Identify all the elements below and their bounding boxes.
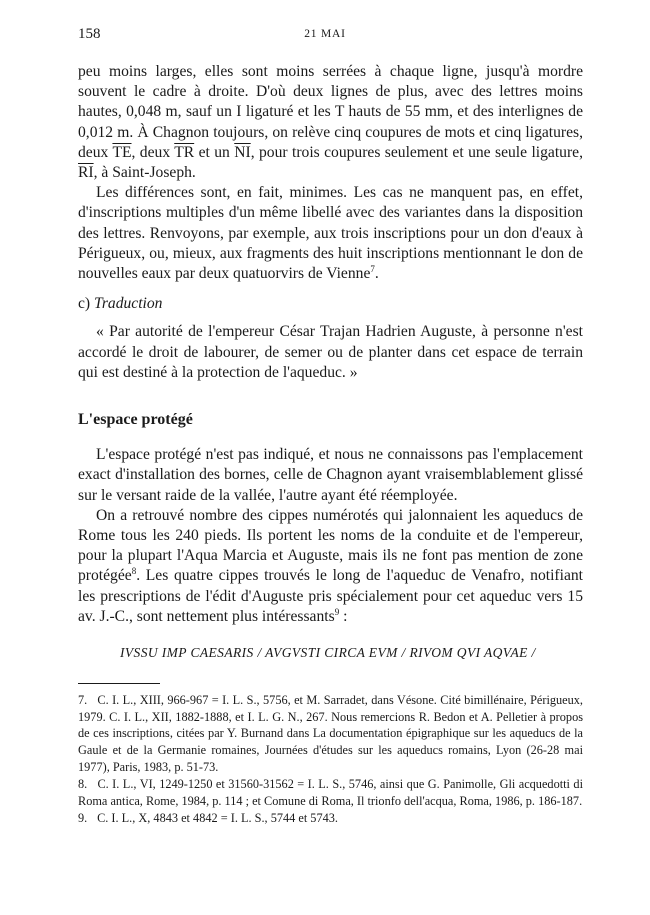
- translation-quote: « Par autorité de l'empereur César Trajan Hadrien Auguste, à personne n'est accordé le droit de labourer, de semer ou de planter dans cet espace de terrain qui est destiné à la protection de l'aqueduc. »: [78, 323, 583, 381]
- ligature-ri: $\overline{RI}$: [78, 164, 94, 182]
- footnote-number: 7.: [78, 693, 88, 708]
- subheading-traduction: [78, 294, 583, 314]
- footnote-number: 9.: [78, 811, 88, 826]
- footnote-text: C. I. L., X, 4843 et 4842 = I. L. S., 5744 et 5743.: [97, 811, 338, 826]
- paragraph-4-end: :: [339, 607, 348, 625]
- footnote-ref-9[interactable]: 9: [334, 606, 340, 617]
- footnotes: [78, 692, 583, 827]
- paragraph-3: L'espace protégé n'est pas indiqué, et nous ne connaissons pas l'emplacement exact d'installation des bornes, celle de Chagnon ayant vraisemblablement glissé sur le versant raide de la vallée, l'autre ayant été réemployée.: [78, 446, 583, 504]
- subheading-letter: c): [78, 295, 91, 313]
- body-text: [78, 62, 583, 828]
- ligature-te: $\overline{TE}$: [112, 143, 132, 161]
- paragraph-1: peu moins larges, elles sont moins serrées à chaque ligne, jusqu'à mordre souvent le cadre à droite. D'où deux lignes de plus, avec des lettres moins hautes, 0,048 m, sauf un I ligaturé et les T hauts de 55 mm, et des interlignes de 0,012 m. À Chagnon toujours, on relève cinq coupures de mots et cinq ligatures, deux $\overline{TE}$, deux $\overline{TR}$ et un $\overline{NI}$, pour trois coupures seulement et une seule ligature, $\overline{RI}$, à Saint-Joseph.: [78, 63, 583, 182]
- footnote-7: [78, 692, 583, 775]
- footnote-ref-8[interactable]: 8: [131, 566, 137, 577]
- paragraph-4: [78, 506, 583, 627]
- paragraph-2-text: Les différences sont, en fait, minimes. Les cas ne manquent pas, en effet, d'inscriptions multiples d'un même libellé avec des variantes dans la disposition des lettres. Renvoyons, par exemple, aux trois inscriptions pour un don d'eaux à Périgueux, ou, mieux, aux fragments des huit inscriptions mentionnant le don de nouvelles eaux par deux quatuorvirs de Vienne: [78, 184, 583, 283]
- page-header: [78, 26, 572, 48]
- ligature-tr: $\overline{TR}$: [174, 143, 195, 161]
- paragraph-2: [78, 183, 583, 284]
- footnote-text: C. I. L., XIII, 966-967 = I. L. S., 5756, et M. Sarradet, dans Vésone. Cité bimillénaire, Périgueux, 1979. C. I. L., XII, 1882-1888, et I. L. G. N., 267. Nous remercions R. Bedon et A. Pelletier à propos de ces inscriptions, citées par Y. Burnand dans La documentation épigraphique sur les aqueducs de la Gaule et de la Germanie romaines, Journées d'études sur les aqueducs romains, Lyon (26-28 mai 1977), Paris, 1983, p. 51-73.: [78, 693, 584, 774]
- footnote-separator: [78, 683, 160, 684]
- subheading-title: Traduction: [94, 295, 163, 313]
- footnote-ref-7[interactable]: 7: [370, 263, 375, 274]
- page-number: 158: [78, 26, 101, 42]
- footnote-text: C. I. L., VI, 1249-1250 et 31560-31562 = I. L. S., 5746, ainsi que G. Panimolle, Gli acquedotti di Roma antica, Rome, 1984, p. 114 ; et Comune di Roma, Il trionfo dell'acqua, Roma, 1986, p. 186-187.: [78, 777, 583, 808]
- paragraph-4-text: On a retrouvé nombre des cippes numérotés qui jalonnaient les aqueducs de Rome tous les 240 pieds. Ils portent les noms de la conduite et de l'empereur, pour la plupart l'Aqua Marcia et Auguste, mais ils ne font pas mention de zone protégée: [78, 506, 583, 585]
- inscription-text: IVSSU IMP CAESARIS / AVGVSTI CIRCA EVM / RIVOM QVI AQVAE /: [120, 645, 536, 661]
- running-head: 21 MAI: [304, 28, 346, 40]
- ligature-ni: $\overline{NI}$: [234, 143, 251, 161]
- paragraph-4-text-2: . Les quatre cippes trouvés le long de l'aqueduc de Venafro, notifiant les prescriptions de l'édit d'Auguste pris spécialement pour cet aqueduc vers 15 av. J.-C., sont nettement plus intéressants: [78, 567, 583, 625]
- footnote-8: [78, 776, 583, 809]
- paragraph-2-end: .: [374, 265, 379, 283]
- footnote-number: 8.: [78, 777, 88, 792]
- section-title: L'espace protégé: [78, 411, 193, 429]
- footnote-9: [78, 810, 583, 827]
